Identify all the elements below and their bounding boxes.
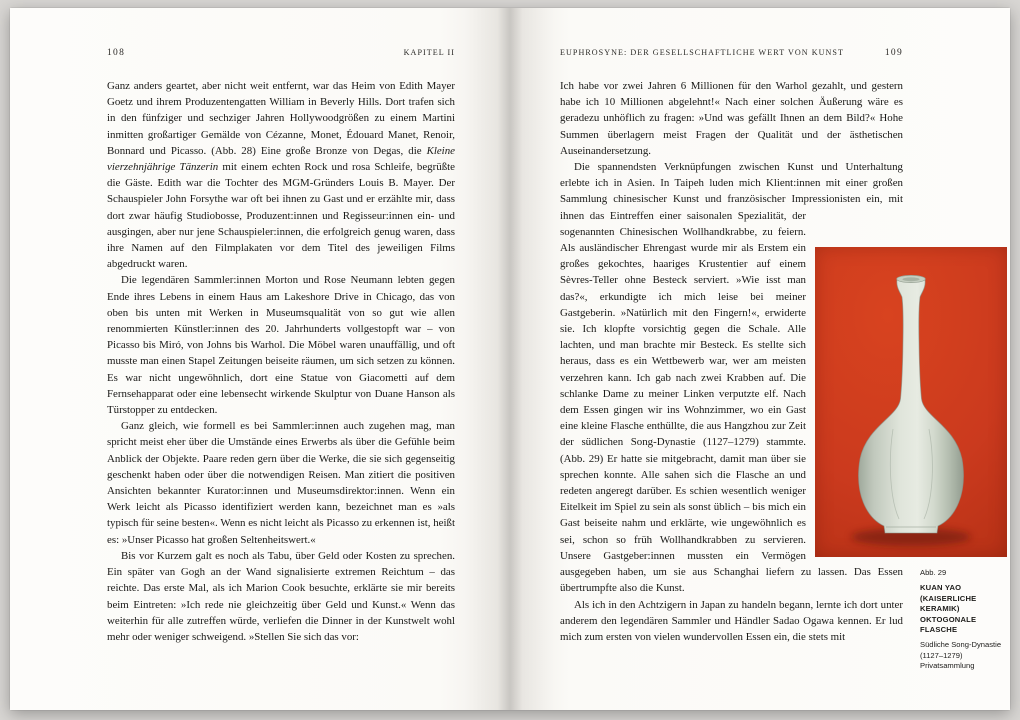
page-number-left: 108 (107, 48, 126, 58)
artwork-photo (815, 247, 1007, 557)
page-number-right: 109 (884, 48, 903, 58)
caption-collection: Privatsammlung (920, 661, 975, 671)
page-right (510, 8, 1010, 710)
running-head-right: EUPHROSYNE: DER GESELLSCHAFTLICHE WERT VON KUNST (560, 48, 844, 57)
paragraph: Die legendären Sammler:innen Morton und Rose Neumann lebten gegen Ende ihres Lebens in einem Haus am Lakeshore Drive in Chicago, das von oben bis unten mit Werken in Museumsqualität von so gut wie allen renommierten Künstler:innen des 20. Jahrhunderts vollgestopft war – von Picasso bis Miró, von Johns bis Warhol. Die Möbel waren unauffällig, und oft musste man einen Stapel Zeitungen beiseite räumen, um sich setzen zu können. Es war nicht ungewöhnlich, dort eine Statue von Giacometti auf dem Fernsehapparat oder eine lebensecht wirkende Skulptur von Duane Hanson als Türstopper zu entdecken. (107, 274, 455, 417)
page-left (10, 8, 510, 710)
artwork-caption (920, 568, 1010, 672)
running-head-left: KAPITEL II (403, 48, 455, 57)
paragraph: Bis vor Kurzem galt es noch als Tabu, über Geld oder Kosten zu sprechen. Ein später van Gogh an der Wand signalisierte extremen Reichtum – das reichte. Das erste Mal, als ich Marion Cook besuchte, erklärte sie mir bereits beim Eintreten: »Ich rede nie gleichzeitig über Geld und Kunst.« Wenn das weiterhin für alle zutreffen würde, verliefen die Dinner in der Kunstwelt wohl mehr oder weniger schweigend. »Stellen Sie sich das vor: (107, 549, 455, 643)
caption-artwork-title: KUAN YAO (KAISERLICHE KERAMIK) OKTOGONALE FLASCHE (920, 583, 977, 635)
paragraph: Ganz gleich, wie formell es bei Sammler:innen auch zugehen mag, man spricht meist eher über die Umstände eines Erwerbs als über die Gefühle beim Anblick der Objekte. Paare reden gern über die Werke, die sie sich gegenseitig geschenkt haben oder über die notwendigen Reisen. Man zitiert die positiven Ansichten bekannter Kurator:innen und Museumsdirektor:innen. Wenn ein Werk leicht als Picasso identifiziert werden kann, bezeichnet man es »als typisch für seine besten«. Wenn es nicht leicht als Picasso zu erkennen ist, heißt es: »Unser Picasso hat großen Seltenheitswert.« (107, 420, 455, 546)
celadon-vase-image (815, 247, 1007, 557)
paragraph (107, 78, 455, 272)
left-page-header (107, 48, 455, 58)
paragraph-text: mit einem echten Rock und rosa Schleife, begrüßte die Gäste. Edith war die Tochter des MGM-Gründers Louis B. Mayer. Der Schauspieler John Forsythe war oft bei ihnen zu Gast und er erzählte mir, dass dort zwar häufig Studiobosse, Produzent:innen und Regisseur:innen ein- und ausgingen, aber nur jene Schauspieler:innen, die erfolgreich genug waren, dass ihre Namen auf den Filmplakaten vor dem Titel des jeweiligen Films abgedruckt waren. (107, 161, 455, 271)
left-body-text (107, 78, 455, 703)
paragraph: Die spannendsten Verknüpfungen zwischen Kunst und Unterhaltung erlebte ich in Asien. In Taipeh luden mich Klient:innen mit einer großen Sammlung chinesischer Kunst und französischer Impressionisten ein, mit ihnen das Eintreffen einer saisonalen Spezialität, der sogenannten Chinesischen Wollhandkrabbe, zu feiern. Als ausländischer Ehrengast wurde mir als Erstem ein großes gekochtes, haariges Krustentier auf einem Sèvres-Teller ohne Besteck serviert. »Wie isst man das?«, erkundigte ich mich leise bei meiner Gastgeberin. »Natürlich mit den Fingern!«, erwiderte sie. Ich klopfte vorsichtig gegen die Schale. Alle lachten, und man brachte mir Besteck. Es stellte sich heraus, dass es ein Wettbewerb war, wer am meisten verzehren kann. Ich gab nach zwei Krabben auf. Die schlanke Dame zu meiner Linken verputzte elf. Nach dem Essen gingen wir ins Wohnzimmer, wo ein Gast eine kleine Flasche enthüllte, die aus Hangzhou zur Zeit der südlichen Song-Dynastie (1127–1279) stammte. (Abb. 29) Er hatte sie mitgebracht, damit man über sie sprechen konnte. Alle sahen sich die Flasche an und redeten angeregt darüber. Es schien wesentlich weniger Eitelkeit im Spiel zu sein als sonst üblich – bis mich ein Gast beiseite nahm und erklärte, wie ungewöhnlich es sei, schon so früh Wollhandkrabben zu servieren. Unsere Gastgeber:innen mussten ein Vermögen ausgegeben haben, um sie aus Schanghai liefern zu lassen. Das Essen übertrumpfte also die Kunst. (560, 161, 903, 595)
paragraph: Als ich in den Achtzigern in Japan zu handeln begann, lernte ich dort unter anderem den legendären Sammler und Händler Sadao Ogawa kennen. Er lud mich zum ersten von vielen wundervollen Essen ein, die stets mit (560, 598, 903, 643)
artwork-title-inline: Kleine vierzehnjährige Tänzerin (107, 144, 455, 174)
caption-years: (1127–1279) (920, 650, 963, 660)
paragraph-text: Ganz anders geartet, aber nicht weit entfernt, war das Heim von Edith Mayer Goetz und ihrem Produzentengatten William in Beverly Hills. Dort trafen sich in den fünfziger und sechziger Jahren Hollywoodgrößen zu einem Martini inmitten großartiger Gemälde von Cézanne, Monet, Édouard Manet, Renoir, Bonnard und Picasso. (Abb. 28) Eine große Bronze von Degas, die (107, 80, 455, 157)
right-page-header (560, 48, 903, 58)
paragraph: Ich habe vor zwei Jahren 6 Millionen für den Warhol gezahlt, und gestern habe ich 10 Millionen abgelehnt!« Nach einer solchen Äußerung wäre es geradezu unhöflich zu fragen: »Und was gefällt Ihnen an dem Bild?« Hohe Summen überlagern meist Fragen der Qualität und der ästhetischen Auseinandersetzung. (560, 80, 903, 157)
caption-dynasty: Südliche Song-Dynastie (920, 640, 1002, 650)
book-spread (10, 8, 1010, 710)
caption-figure-label: Abb. 29 (920, 568, 947, 577)
